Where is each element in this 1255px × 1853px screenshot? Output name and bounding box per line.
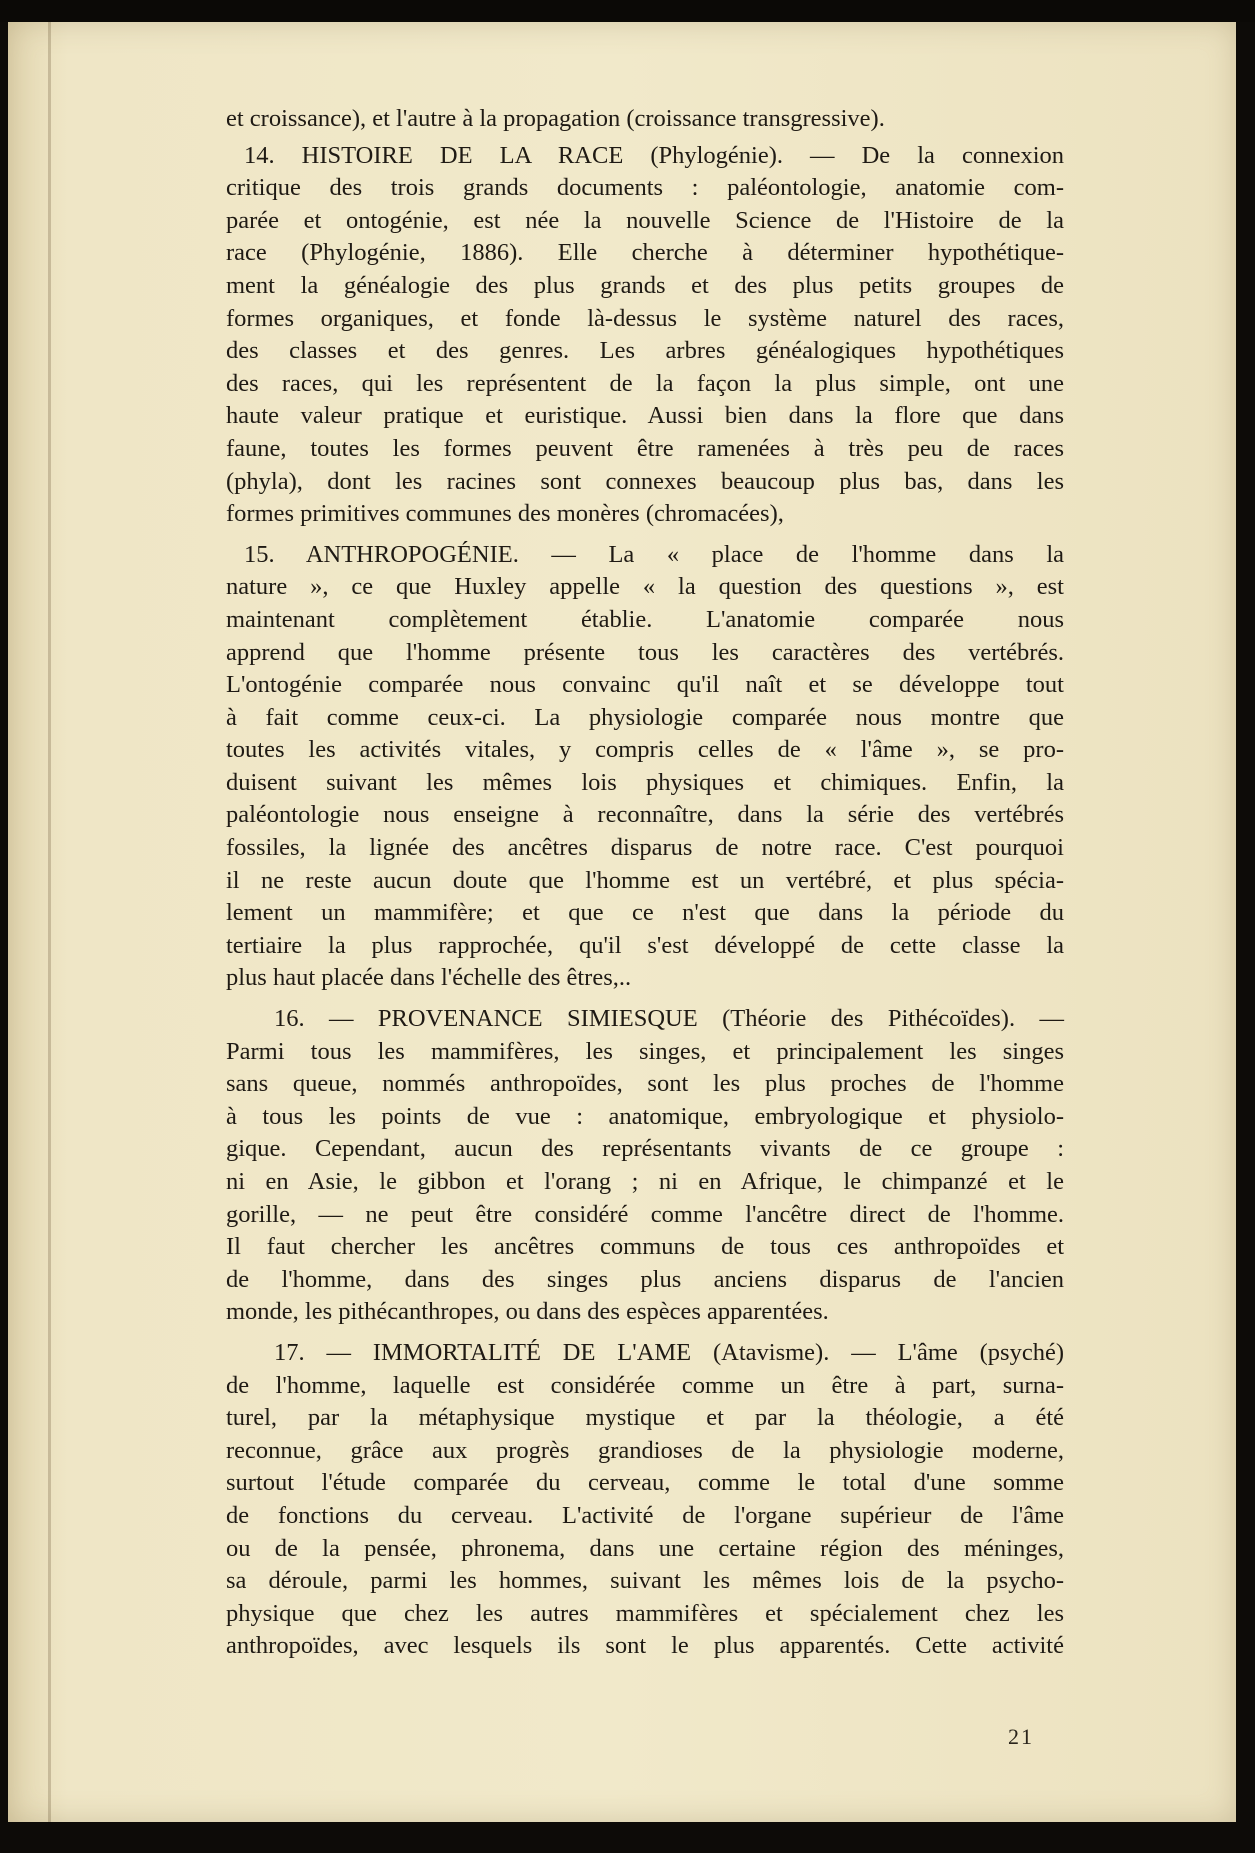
text-line: duisent suivant les mêmes lois physiques et chimiques. Enfin, la xyxy=(226,768,1064,796)
text-line: faune, toutes les formes peuvent être ramenées à très peu de races xyxy=(226,434,1064,462)
text-line: gorille, — ne peut être considéré comme l'ancêtre direct de l'homme. xyxy=(226,1200,1064,1228)
text-line: critique des trois grands documents : paléontologie, anatomie com- xyxy=(226,174,1064,202)
text-line: tertiaire la plus rapprochée, qu'il s'est développé de cette classe la xyxy=(226,931,1064,959)
text-line: surtout l'étude comparée du cerveau, comme le total d'une somme xyxy=(226,1469,1064,1497)
text-line: Il faut chercher les ancêtres communs de tous ces anthropoïdes et xyxy=(226,1233,1064,1261)
text-line: L'ontogénie comparée nous convainc qu'il naît et se développe tout xyxy=(226,671,1064,699)
text-line: race (Phylogénie, 1886). Elle cherche à déterminer hypothétique- xyxy=(226,239,1064,267)
text-line: à fait comme ceux-ci. La physiologie comparée nous montre que xyxy=(226,703,1064,731)
text-line: reconnue, grâce aux progrès grandioses de la physiologie moderne, xyxy=(226,1436,1064,1464)
text-line: Parmi tous les mammifères, les singes, et principalement les singes xyxy=(226,1037,1064,1065)
text-line: 17. — IMMORTALITÉ DE L'AME (Atavisme). — L'âme (psyché) xyxy=(274,1338,1064,1366)
text-line: ment la généalogie des plus grands et des plus petits groupes de xyxy=(226,271,1064,299)
text-line: sa déroule, parmi les hommes, suivant les mêmes lois de la psycho- xyxy=(226,1567,1064,1595)
text-line: parée et ontogénie, est née la nouvelle Science de l'Histoire de la xyxy=(226,206,1064,234)
text-line: haute valeur pratique et euristique. Aussi bien dans la flore que dans xyxy=(226,402,1064,430)
text-line: il ne reste aucun doute que l'homme est un vertébré, et plus spécia- xyxy=(226,866,1064,894)
page-number: 21 xyxy=(1008,1724,1034,1749)
text-line: des races, qui les représentent de la façon la plus simple, ont une xyxy=(226,369,1064,397)
text-line: turel, par la métaphysique mystique et par la théologie, a été xyxy=(226,1404,1064,1432)
text-line: lement un mammifère; et que ce n'est que dans la période du xyxy=(226,899,1064,927)
text-line: de l'homme, laquelle est considérée comme un être à part, surna- xyxy=(226,1371,1064,1399)
text-line: de fonctions du cerveau. L'activité de l'organe supérieur de l'âme xyxy=(226,1501,1064,1529)
paragraph-14 xyxy=(226,140,1064,531)
text-line: 14. HISTOIRE DE LA RACE (Phylogénie). — De la connexion xyxy=(244,141,1064,169)
paragraph-continuation xyxy=(226,103,1064,136)
text-line: 15. ANTHROPOGÉNIE. — La « place de l'homme dans la xyxy=(244,540,1064,568)
scan-border-top xyxy=(0,0,1255,22)
text-line: ou de la pensée, phronema, dans une certaine région des méninges, xyxy=(226,1534,1064,1562)
text-line: sans queue, nommés anthropoïdes, sont les plus proches de l'homme xyxy=(226,1070,1064,1098)
text-line: anthropoïdes, avec lesquels ils sont le plus apparentés. Cette activité xyxy=(226,1632,1064,1660)
body-text xyxy=(226,103,1064,1663)
text-line: des classes et des genres. Les arbres généalogiques hypothétiques xyxy=(226,337,1064,365)
text-line: paléontologie nous enseigne à reconnaître, dans la série des vertébrés xyxy=(226,801,1064,829)
paragraph-15 xyxy=(226,539,1064,995)
text-line: (phyla), dont les racines sont connexes beaucoup plus bas, dans les xyxy=(226,467,1064,495)
page-gutter xyxy=(48,22,51,1822)
text-line: gique. Cependant, aucun des représentants vivants de ce groupe : xyxy=(226,1135,1064,1163)
text-line: 16. — PROVENANCE SIMIESQUE (Théorie des Pithécoïdes). — xyxy=(274,1005,1064,1033)
text-line: fossiles, la lignée des ancêtres disparus de notre race. C'est pourquoi xyxy=(226,834,1064,862)
text-line: formes primitives communes des monères (chromacées), xyxy=(226,500,784,528)
text-line: ni en Asie, le gibbon et l'orang ; ni en Afrique, le chimpanzé et le xyxy=(226,1168,1064,1195)
text-line: plus haut placée dans l'échelle des êtres,.. xyxy=(226,964,632,992)
paragraph-16 xyxy=(226,1003,1064,1329)
paragraph-17 xyxy=(226,1337,1064,1663)
text-line: à tous les points de vue : anatomique, embryologique et physiolo- xyxy=(226,1102,1064,1130)
text-line: apprend que l'homme présente tous les caractères des vertébrés. xyxy=(226,638,1064,666)
text-line: toutes les activités vitales, y compris celles de « l'âme », se pro- xyxy=(226,736,1064,764)
text-line: nature », ce que Huxley appelle « la question des questions », est xyxy=(226,573,1064,601)
text-line: physique que chez les autres mammifères et spécialement chez les xyxy=(226,1599,1064,1627)
text-line: maintenant complètement établie. L'anatomie comparée nous xyxy=(226,605,1064,633)
text-line: monde, les pithécanthropes, ou dans des espèces apparentées. xyxy=(226,1298,829,1326)
text-line: de l'homme, dans des singes plus anciens disparus de l'ancien xyxy=(226,1265,1064,1293)
text-line: formes organiques, et fonde là-dessus le système naturel des races, xyxy=(226,304,1064,332)
text-line: et croissance), et l'autre à la propagation (croissance transgressive). xyxy=(226,105,885,132)
